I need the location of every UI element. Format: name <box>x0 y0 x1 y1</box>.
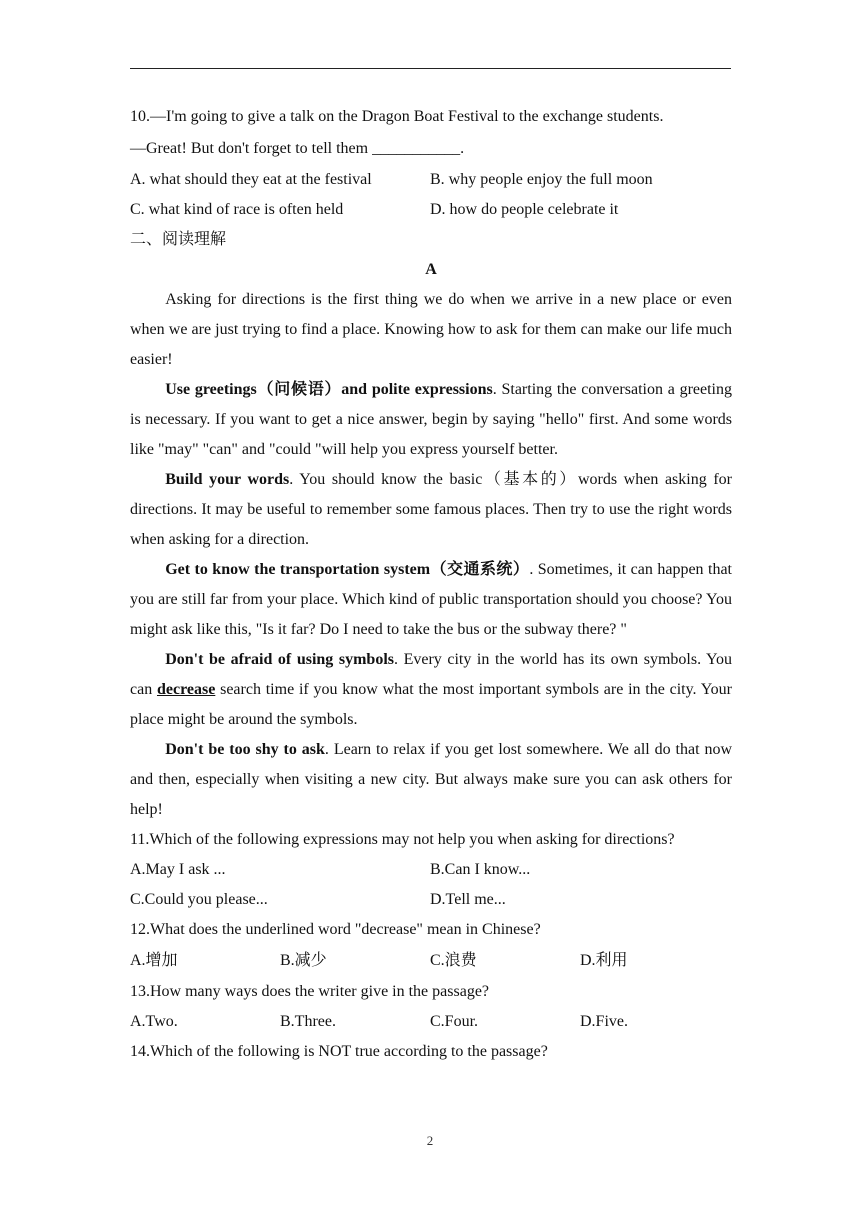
option-a: A. what should they eat at the festival <box>130 171 372 188</box>
question-14-stem: 14.Which of the following is NOT true according to the passage? <box>130 1043 548 1060</box>
paragraph-2-text: . You should know the basic（基本的）words when asking for directions. It may be useful to remember some famous places. Then try to use the right words when asking for a direction. <box>130 471 732 548</box>
paragraph-5-heading: Don't be too shy to ask <box>165 741 325 758</box>
passage-label: A <box>425 261 437 278</box>
option-a: A.May I ask ... <box>130 861 226 878</box>
passage-intro: Asking for directions is the first thing we do when we arrive in a new place or even when we are just trying to find a place. Knowing how to ask for them can make our life much easier! <box>130 291 732 368</box>
option-a: A.增加 <box>130 952 178 969</box>
page-number: 2 <box>426 1133 434 1148</box>
paragraph-1-heading: Use greetings（问候语）and polite expressions <box>165 381 493 398</box>
passage-paragraph-1 <box>130 375 732 465</box>
question-13-options <box>130 1007 732 1037</box>
passage-paragraph-3 <box>130 555 732 645</box>
option-c: C.Could you please... <box>130 891 268 908</box>
question-12-options <box>130 945 732 977</box>
question-10-options <box>130 165 732 225</box>
header-rule <box>130 68 731 69</box>
page-content <box>130 101 732 1067</box>
option-c: C. what kind of race is often held <box>130 201 344 218</box>
passage-paragraph-2 <box>130 465 732 555</box>
question-11-options <box>130 855 732 915</box>
option-d: D. how do people celebrate it <box>430 201 619 218</box>
paragraph-4-text-b: search time if you know what the most important symbols are in the city. Your place might be around the symbols. <box>130 681 733 728</box>
underlined-word: decrease <box>156 681 216 698</box>
passage-paragraph-4 <box>130 645 732 735</box>
passage-paragraph-5 <box>130 735 732 825</box>
paragraph-5-text: . Learn to relax if you get lost somewhere. We all do that now and then, especially when visiting a new city. But always make sure you can ask others for help! <box>130 741 732 818</box>
paragraph-3-text: . Sometimes, it can happen that you are still far from your place. Which kind of public transportation should you choose? You might ask like this, "Is it far? Do I need to take the bus or the subway there? " <box>130 561 732 638</box>
option-b: B.Three. <box>280 1013 336 1030</box>
option-d: D.Tell me... <box>430 891 506 908</box>
option-c: C.Four. <box>430 1013 479 1030</box>
question-13-stem: 13.How many ways does the writer give in the passage? <box>130 983 490 1000</box>
question-10-reply: —Great! But don't forget to tell them ___________. <box>130 140 465 157</box>
section-heading: 二、阅读理解 <box>130 231 227 248</box>
option-d: D.Five. <box>580 1013 628 1030</box>
question-11-stem: 11.Which of the following expressions may not help you when asking for directions? <box>130 831 675 848</box>
paragraph-4-text-a: . Every city in the world has its own symbols. You can <box>130 651 732 698</box>
option-b: B.Can I know... <box>430 861 531 878</box>
option-b: B. why people enjoy the full moon <box>430 171 653 188</box>
option-c: C.浪费 <box>430 952 477 969</box>
option-a: A.Two. <box>130 1013 178 1030</box>
paragraph-2-heading: Build your words <box>165 471 290 488</box>
paragraph-4-heading: Don't be afraid of using symbols <box>165 651 394 668</box>
option-b: B.减少 <box>280 952 327 969</box>
question-12-stem: 12.What does the underlined word "decrease" mean in Chinese? <box>130 921 541 938</box>
question-10-stem: 10.—I'm going to give a talk on the Dragon Boat Festival to the exchange students. <box>130 108 664 125</box>
paragraph-3-heading: Get to know the transportation system（交通系统） <box>165 561 530 578</box>
paragraph-1-text: . Starting the conversation a greeting is necessary. If you want to get a nice answer, begin by saying "hello" first. And some words like "may" "can" and "could "will help you express yourself better. <box>130 381 732 458</box>
option-d: D.利用 <box>580 952 628 969</box>
